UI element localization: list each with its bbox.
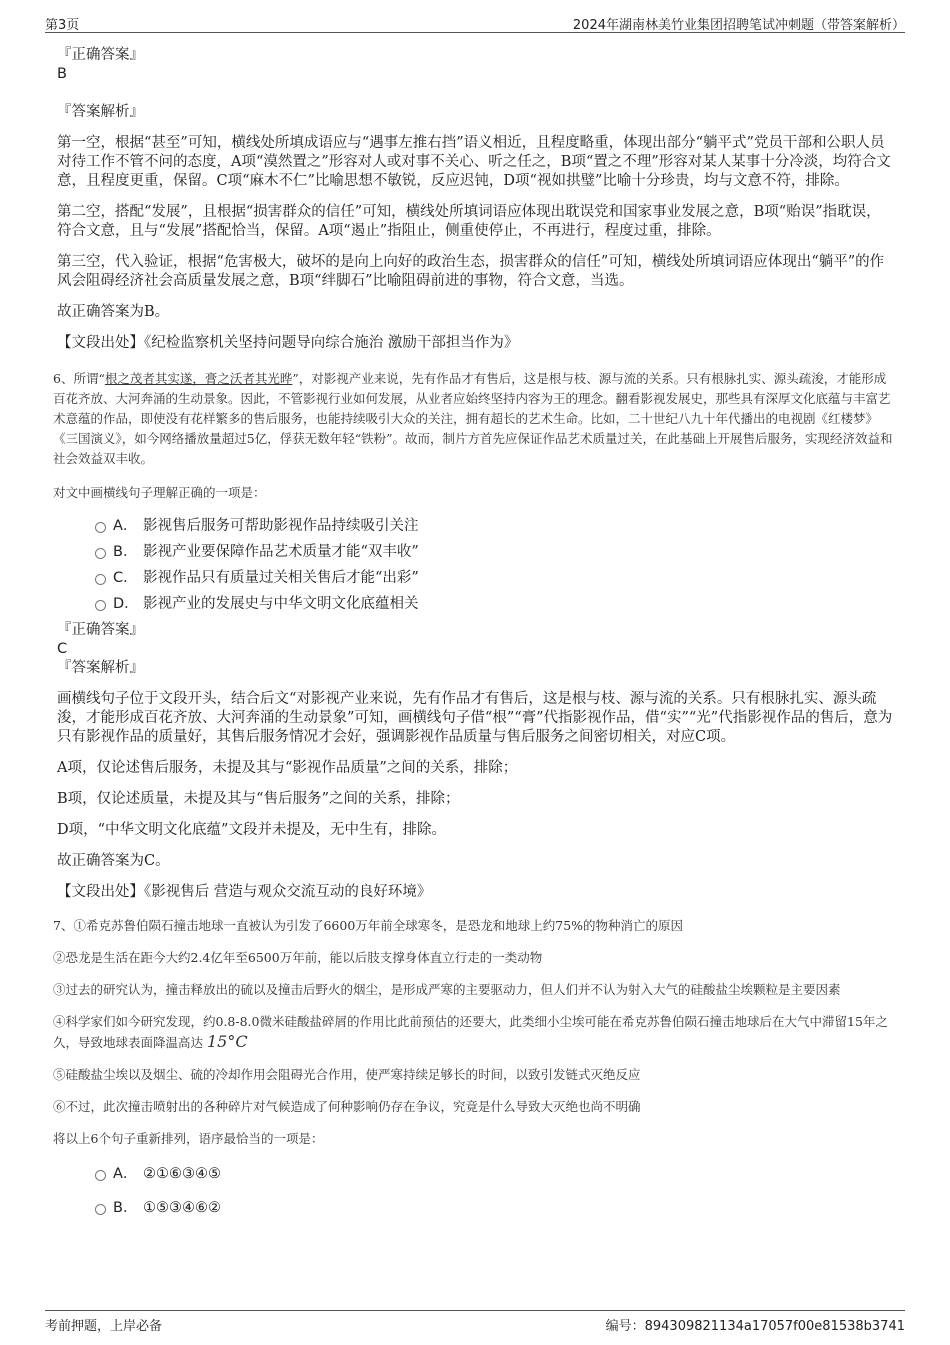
radio-icon[interactable] — [95, 1204, 106, 1215]
option-d[interactable]: D． 影视产业的发展史与中华文明文化底蕴相关 — [57, 591, 893, 617]
answer-label: 『正确答案』 — [57, 47, 144, 63]
option-list — [57, 1161, 893, 1221]
radio-icon[interactable] — [95, 548, 106, 559]
question-stem: 6、所谓“根之茂者其实遂，膏之沃者其光晔”，对影视产业来说，先有作品才有售后，这是根与枝、源与流的关系。只有根脉扎实、源头疏浚，才能形成百花齐放、大河奔涌的生动景象。因此，不管影视行业如何发展，从业者应始终坚持内容为王的理念。翻看影视发展史，那些具有深厚文化底蕴与丰富艺术意蕴的作品，即使没有花样繁多的售后服务，也能持续吸引大众的关注，拥有超长的艺术生命。比如，二十世纪八九十年代播出的电视剧《红楼梦》《三国演义》，如今网络播放量超过5亿，俘获无数年轻“铁粉”。故而，制片方首先应保证作品艺术质量过关，在此基础上开展售后服务，实现经济效益和社会效益双丰收。 — [53, 371, 893, 466]
analysis-paragraph: 第二空，搭配“发展”，且根据“损害群众的信任”可知，横线处所填词语应体现出耽误党和国家事业发展之意，B项“贻误”指耽误，符合文意，且与“发展”搭配恰当，保留。A项“遏止”指阻止，侧重使停止，不再进行，程度过重，排除。 — [57, 204, 881, 239]
sentence-3: ③过去的研究认为，撞击释放出的硫以及撞击后野火的烟尘，是形成严寒的主要驱动力，但人们并不认为射入大气的硅酸盐尘埃颗粒是主要因素 — [53, 982, 841, 997]
sentence-1: 7、①希克苏鲁伯陨石撞击地球一直被认为引发了6600万年前全球寒冬，是恐龙和地球上约75%的物种消亡的原因 — [53, 918, 684, 933]
footer-slogan: 考前押题，上岸必备 — [45, 1319, 163, 1334]
option-a[interactable]: A． 影视售后服务可帮助影视作品持续吸引关注 — [57, 513, 893, 539]
option-c[interactable]: C． 影视作品只有质量过关相关售后才能“出彩” — [57, 565, 893, 591]
sentence-6: ⑥不过，此次撞击喷射出的各种碎片对气候造成了何种影响仍存在争议，究竟是什么导致大灭绝也尚不明确 — [53, 1099, 641, 1114]
source-citation: 【文段出处】《影视售后 营造与观众交流互动的良好环境》 — [57, 884, 432, 900]
radio-icon[interactable] — [95, 600, 106, 611]
option-a[interactable]: A． ②①⑥③④⑤ — [57, 1161, 893, 1191]
analysis-paragraph: 第一空，根据“甚至”可知，横线处所填成语应与“遇事左推右挡”语义相近，且程度略重，体现出部分“躺平式”党员干部和公职人员对待工作不管不问的态度，A项“漠然置之”形容对人或对事不关心、听之任之，B项“置之不理”形容对某人某事十分冷淡，均符合文意，且程度更重，保留。C项“麻木不仁”比喻思想不敏锐，反应迟钝，D项“视如拱璧”比喻十分珍贵，均与文意不符，排除。 — [57, 135, 891, 189]
document-id: 编号：894309821134a17057f00e81538b3741 — [605, 1319, 905, 1334]
page-footer — [45, 1310, 905, 1335]
analysis-paragraph: 第三空，代入验证，根据“危害极大，破坏的是向上向好的政治生态，损害群众的信任”可知，横线处所填词语应体现出“躺平”的作风会阻碍经济社会高质量发展之意，B项“绊脚石”比喻阻碍前进的事物，符合文意，当选。 — [57, 254, 885, 289]
source-citation: 【文段出处】《纪检监察机关坚持问题导向综合施治 激励干部担当作为》 — [57, 335, 519, 351]
underlined-sentence: 根之茂者其实遂，膏之沃者其光晔 — [104, 371, 293, 386]
radio-icon[interactable] — [95, 522, 106, 533]
analysis-paragraph: B项，仅论述质量，未提及其与“售后服务”之间的关系，排除； — [57, 791, 460, 807]
question-prompt: 将以上6个句子重新排列，语序最恰当的一项是： — [53, 1131, 324, 1146]
page-header — [45, 12, 905, 33]
answer-label: 『正确答案』 — [57, 622, 144, 638]
option-b[interactable]: B． 影视产业要保障作品艺术质量才能“双丰收” — [57, 539, 893, 565]
analysis-label: 『答案解析』 — [57, 104, 144, 120]
page-number: 第3页 — [45, 18, 80, 33]
option-b[interactable]: B． ①⑤③④⑥② — [57, 1195, 893, 1221]
analysis-paragraph: A项，仅论述售后服务，未提及其与“影视作品质量”之间的关系，排除； — [57, 760, 518, 776]
analysis-paragraph: 画横线句子位于文段开头，结合后文“对影视产业来说，先有作品才有售后，这是根与枝、源与流的关系。只有根脉扎实、源头疏浚，才能形成百花齐放、大河奔涌的生动景象”可知，画横线句子借“根”“膏”代指影视作品，借“实”“光”代指影视作品的售后，意为只有影视作品的质量好，其售后服务情况才会好，强调影视作品质量与售后服务之间密切相关，对应C项。 — [57, 691, 893, 745]
radio-icon[interactable] — [95, 1170, 106, 1181]
document-title: 2024年湖南林美竹业集团招聘笔试冲刺题（带答案解析） — [572, 18, 905, 33]
sentence-4: ④科学家们如今研究发现，约0.8-8.0微米硅酸盐碎屑的作用比此前预估的还要大，此类细小尘埃可能在希克苏鲁伯陨石撞击地球后在大气中滞留15年之久，导致地球表面降温高达 15°C — [53, 1014, 888, 1051]
sentence-2: ②恐龙是生活在距今大约2.4亿年至6500万年前，能以后肢支撑身体直立行走的一类动物 — [53, 950, 543, 965]
answer-value: C — [57, 641, 68, 657]
analysis-label: 『答案解析』 — [57, 660, 144, 676]
analysis-conclusion: 故正确答案为B。 — [57, 304, 170, 320]
sentence-5: ⑤硅酸盐尘埃以及烟尘、硫的冷却作用会阻碍光合作用，使严寒持续足够长的时间，以致引发链式灭绝反应 — [53, 1067, 641, 1082]
question-prompt: 对文中画横线句子理解正确的一项是： — [53, 485, 266, 500]
temperature-formula: 15°C — [207, 1032, 248, 1051]
option-list — [57, 513, 893, 617]
radio-icon[interactable] — [95, 574, 106, 585]
document-body — [53, 46, 893, 1221]
answer-value: B — [57, 66, 67, 82]
analysis-conclusion: 故正确答案为C。 — [57, 853, 170, 869]
analysis-paragraph: D项，“中华文明文化底蕴”文段并未提及，无中生有，排除。 — [57, 822, 446, 838]
